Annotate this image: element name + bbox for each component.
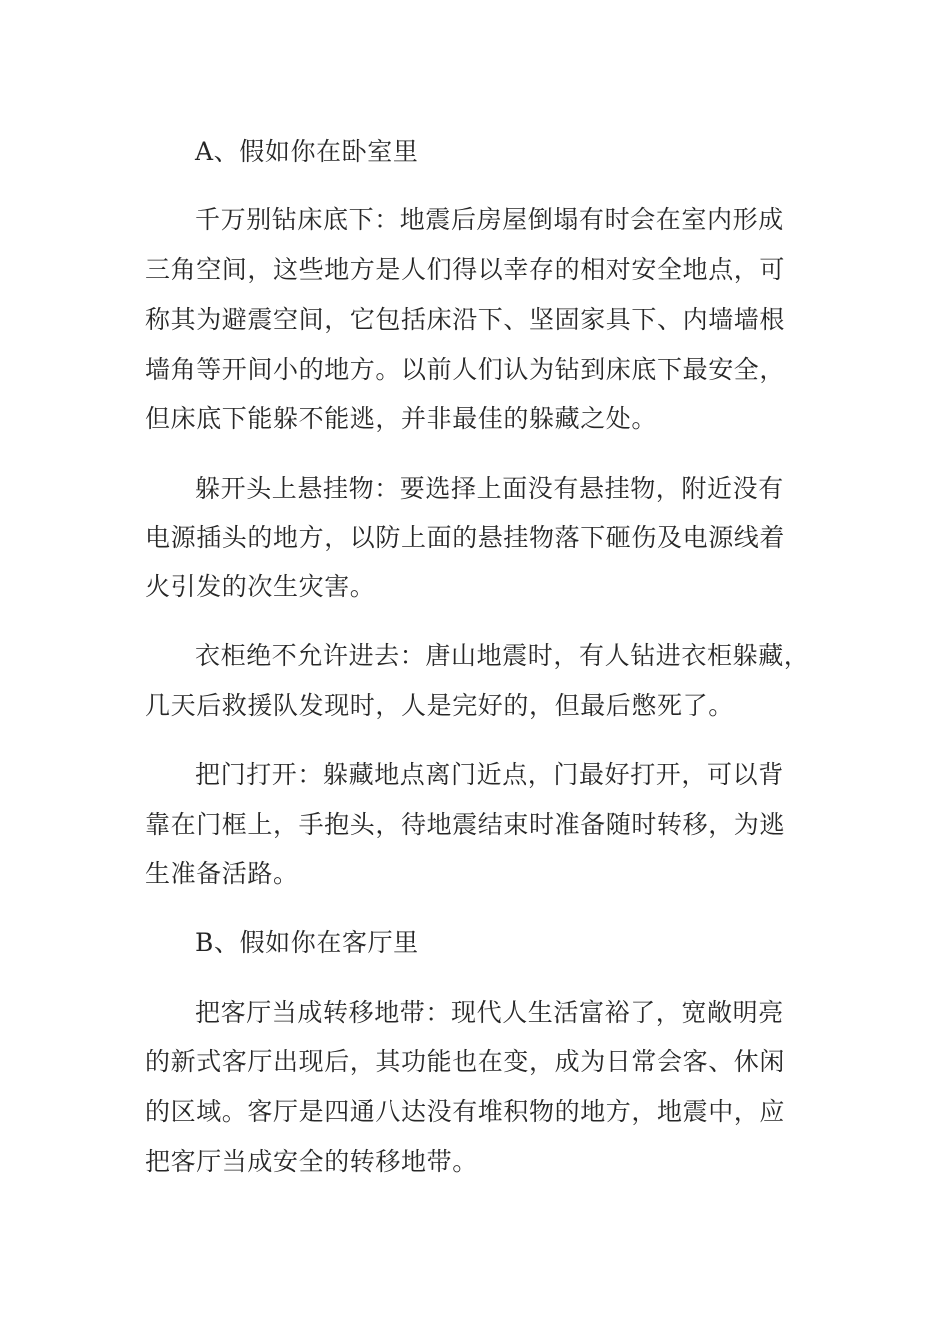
paragraph-line: 的新式客厅出现后，其功能也在变，成为日常会客、休闲 <box>145 1047 786 1076</box>
paragraph-line: 三角空间，这些地方是人们得以幸存的相对安全地点，可 <box>145 255 786 284</box>
paragraph-line: 几天后救援队发现时，人是完好的，但最后憋死了。 <box>145 691 734 720</box>
paragraph-line: 把门打开：躲藏地点离门近点，门最好打开，可以背 <box>195 760 784 789</box>
paragraph-line: 生准备活路。 <box>145 859 299 888</box>
paragraph-line: 电源插头的地方，以防上面的悬挂物落下砸伤及电源线着 <box>145 523 786 552</box>
paragraph-line: 但床底下能躲不能逃，并非最佳的躲藏之处。 <box>145 404 658 433</box>
paragraph-line: 靠在门框上，手抱头，待地震结束时准备随时转移，为逃 <box>145 810 786 839</box>
section-heading-b: B、假如你在客厅里 <box>195 928 419 957</box>
paragraph-line: 把客厅当成安全的转移地带。 <box>145 1147 478 1176</box>
paragraph-line: 把客厅当成转移地带：现代人生活富裕了，宽敞明亮 <box>195 998 784 1027</box>
paragraph-line: 的区域。客厅是四通八达没有堆积物的地方，地震中，应 <box>145 1097 786 1126</box>
paragraph-line: 墙角等开间小的地方。以前人们认为钻到床底下最安全， <box>145 355 786 384</box>
paragraph-line: 称其为避震空间，它包括床沿下、坚固家具下、内墙墙根 <box>145 305 786 334</box>
paragraph-line: 火引发的次生灾害。 <box>145 572 376 601</box>
paragraph-line: 千万别钻床底下：地震后房屋倒塌有时会在室内形成 <box>195 205 784 234</box>
paragraph-line: 衣柜绝不允许进去：唐山地震时，有人钻进衣柜躲藏， <box>195 641 810 670</box>
paragraph-line: 躲开头上悬挂物：要选择上面没有悬挂物，附近没有 <box>195 474 784 503</box>
section-heading-a: A、假如你在卧室里 <box>195 137 419 166</box>
